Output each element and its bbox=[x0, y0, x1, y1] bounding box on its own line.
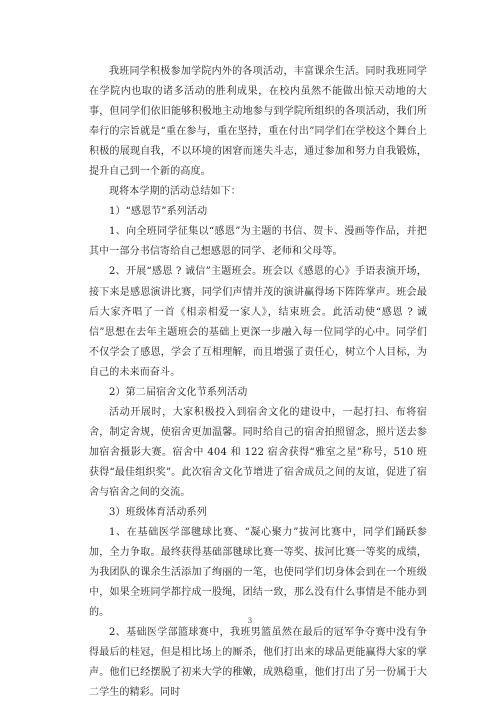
paragraph-dorm-culture: 活动开展时，大家积极投入到宿舍文化的建设中，一起打扫、布将宿舍，制定舍规，使宿舍更加温馨。同时给自己的宿舍拍照留念，照片送去参加宿舍摄影大赛。宿舍中 404 和 122 宿舍获得“雅室之星”称号，510 班获得“最佳组织奖”。此次宿舍文化节增进了宿舍成员之间的友谊，促进了宿舍与宿舍之间的交流。 bbox=[89, 406, 427, 498]
document-body bbox=[89, 62, 427, 704]
section-heading-dorm-culture: 2）第二届宿舍文化节系列活动 bbox=[109, 386, 248, 398]
section-heading-sports: 3）班级体育活动系列 bbox=[109, 507, 207, 519]
paragraph-thanksgiving-item-2: 2、开展“感恩 ? 诚信”主题班会。班会以《感恩的心》手语表演开场，接下来是感恩演讲比赛，同学们声情并茂的演讲赢得场下阵阵掌声。班会最后大家齐唱了一首《相亲相爱一家人》，结束班会。此活动使“感恩 ? 诚信”思想在去年主题班会的基础上更深一步融入每一位同学的心中。同学们不仅学会了感恩，学会了互相理解，而且增强了责任心，树立个人目标，为自己的未来而奋斗。 bbox=[89, 266, 427, 378]
paragraph-thanksgiving-item-1: 1、向全班同学征集以“感恩”为主题的书信、贺卡、漫画等作品，并把其中一部分书信寄给自己想感恩的同学、老师和父母等。 bbox=[89, 226, 427, 258]
paragraph-sports-item-1: 1、在基础医学部毽球比赛、“凝心聚力”拔河比赛中，同学们踊跃参加，全力争取。最终获得基础部毽球比赛一等奖、拔河比赛一等奖的成绩，为我团队的课余生活添加了绚丽的一笔，也使同学们切身体会到在一个班级中，如果全班同学都拧成一股绳，团结一致，那么没有什么事情是不能办到的。 bbox=[89, 527, 427, 619]
page-number: 3 bbox=[247, 617, 253, 625]
paragraph-sports-item-2: 2、基础医学部篮球赛中，我班男篮虽然在最后的冠军争夺赛中没有争得最后的桂冠，但是相比场上的厮杀，他们打出来的球品更能赢得大家的掌声。他们已经摆脱了初来大学的稚嫩，成熟稳重，他们打出了另一份属于大二学生的精彩。同时 bbox=[89, 627, 427, 699]
paragraph-summary-lead: 现将本学期的活动总结如下： bbox=[109, 186, 241, 198]
section-heading-thanksgiving: 1）“感恩节”系列活动 bbox=[109, 206, 208, 218]
paragraph-intro: 我班同学积极参加学院内外的各项活动，丰富课余生活。同时我班同学在学院内也取的诸多活动的胜利成果，在校内虽然不能做出惊天动地的大事，但同学们依旧能够积极地主动地参与到学院所组织的各项活动，我们所奉行的宗旨就是“重在参与，重在坚持，重在付出”同学们在学校这个舞台上积极的展现自我，不以环境的困窘而迷失斗志，通过参加和努力自我锻炼，提升自己到一个新的高度。 bbox=[89, 66, 427, 178]
